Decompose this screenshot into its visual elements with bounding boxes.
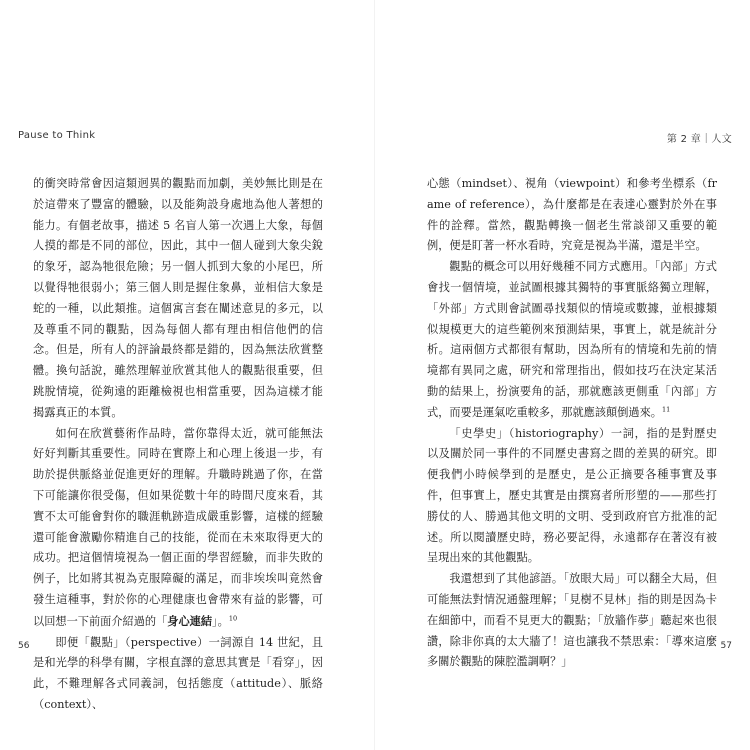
paragraph-text: 觀點的概念可以用好幾種不同方式應用。「內部」方式會找一個情境，並試圖根據其獨特的事實脈絡獨立理解，「外部」方式則會試圖尋找類似的情境或數據，並根據類似規模更大的這些範例來預測結果，事實上，就是統計分析。這兩個方式都很有幫助，因為所有的情境和先前的情境都有異同之處，研究和常理指出，假如技巧在決定某活動的結果上，扮演要角的話，那就應該更側重「內部」方式，而要是運氣吃重較多，那就應該顛倒過來。 [427, 260, 717, 419]
paragraph [427, 257, 717, 423]
page-number-left: 56 [18, 641, 30, 651]
paragraph-text: 我還想到了其他諺語。「放眼大局」可以翻全大局，但可能無法對情況通盤理解；「見樹不見林」指的則是因為卡在細節中，而看不見更大的觀點；「放牆作夢」聽起來也很讚，除非你真的太大牆了！這也讓我不禁思索：「導來這麼多關於觀點的陳腔濫調啊？」 [427, 572, 717, 669]
right-page [375, 0, 750, 750]
paragraph-text: 如何在欣賞藝術作品時，當你靠得太近，就可能無法好好判斷其重要性。同時在實際上和心理上後退一步，有助於提供脈絡並促進更好的理解。升職時跳過了你，在當下可能讓你很受傷，但如果從數十年的時間尺度來看，其實不太可能會對你的職涯軌跡造成嚴重影響，這樣的經驗還可能會激勵你精進自己的技能，從而在未來取得更大的成功。把這個情境視為一個正面的學習經驗，而非失敗的例子，比如將其視為克服障礙的滿足，而非埃埃叫竟然會發生這種事，對於你的心理健康也會帶來有益的影響，可以回想一下前面介紹過的「 [33, 426, 323, 628]
paragraph-text: 心態（mindset）、視角（viewpoint）和參考坐標系（frame of reference），為什麼都是在表達心靈對於外在事件的詮釋。當然，觀點轉換一個老生常談卻又重要的範例，便是盯著一杯水看時，究竟是視為半滿，還是半空。 [427, 177, 717, 253]
left-page-body [33, 174, 323, 716]
running-header-right: 第 2 章｜人文 [666, 134, 732, 145]
paragraph [427, 174, 717, 257]
paragraph [427, 424, 717, 570]
running-header-left: Pause to Think [18, 130, 96, 141]
footnote-marker: 10 [228, 614, 238, 622]
paragraph-text: 即便「觀點」（perspective）一詞源自 14 世紀，且是和光學的科學有關，字根直譯的意思其實是「看穿」，因此，不難理解各式同義詞，包括態度（attitude）、脈絡（context）、 [33, 635, 323, 711]
right-page-body [427, 174, 717, 673]
paragraph-text: 「史學史」（historiography）一詞，指的是對歷史以及關於同一事件的不同歷史書寫之間的差異的研究。即便我們小時候學到的是歷史，是公正摘要各種事實及事件，但事實上，歷史其實是由撰寫者所形塑的——那些打勝仗的人、勝過其他文明的文明、受到政府官方批准的記述。所以閱讀歷史時，務必要記得，永遠都存在著沒有被呈現出來的其他觀點。 [427, 426, 717, 565]
emphasized-term: 身心連結 [167, 613, 213, 628]
paragraph-text-end: 」。 [212, 614, 229, 628]
paragraph-text: 的衝突時常會因這類迥異的觀點而加劇，美妙無比則是在於這帶來了豐富的體驗，以及能夠設身處地為他人著想的能力。有個老故事，描述 5 名盲人第一次遇上大象，每個人摸的都是不同的部位，因此，其中一個人碰到大象尖銳的象牙，認為牠很危險；另一個人抓到大象的小尾巴，所以覺得牠很弱小；第三個人則是握住象鼻，並相信大象是蛇的一種，以此類推。這個寓言套在闡述意見的多元，以及尊重不同的觀點，因為每個人都有理由相信他們的信念。但是，所有人的評論最終都是錯的，因為無法欣賞整體。換句話說，雖然理解並欣賞其他人的觀點很重要，但跳脫情境，從夠遠的距離檢視也相當重要，因為這樣才能揭露真正的本質。 [33, 177, 323, 419]
paragraph [427, 569, 717, 673]
page-number-right: 57 [720, 641, 732, 651]
footnote-marker: 11 [661, 405, 671, 414]
paragraph [33, 424, 323, 633]
paragraph [33, 633, 323, 716]
paragraph [33, 174, 323, 424]
